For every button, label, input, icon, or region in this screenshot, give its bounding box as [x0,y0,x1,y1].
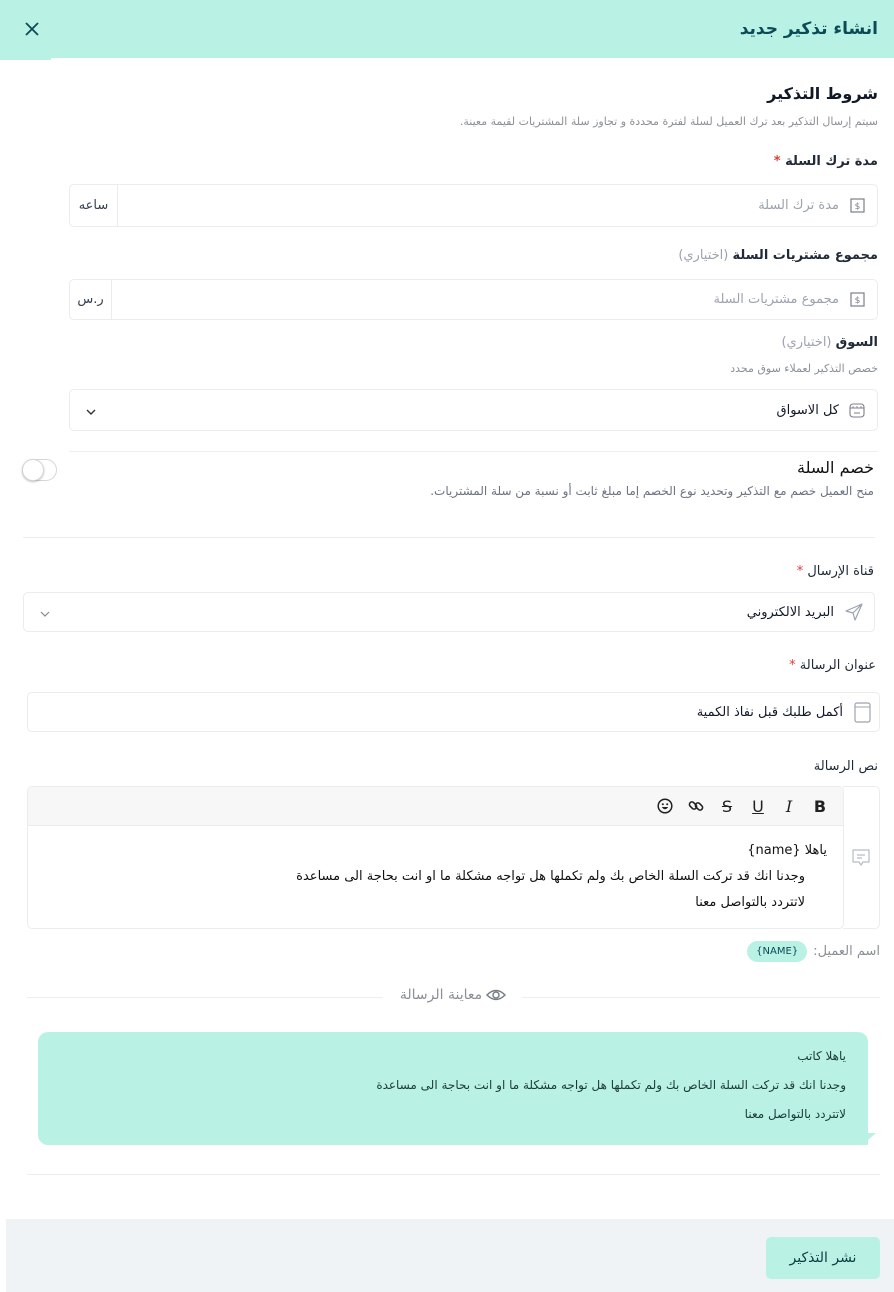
abandon-duration-input[interactable]: مدة ترك السلة [758,198,839,213]
cart-total-input[interactable]: مجموع مشتريات السلة [713,292,839,307]
required-mark: * [789,658,796,673]
preview-label: معاينة الرسالة [399,987,483,1003]
svg-text:$: $ [854,202,860,212]
body-label: نص الرسالة [813,759,878,774]
dialog-header [0,0,894,58]
body-line: لاتتردد بالتواصل معنا [695,895,805,910]
cart-total-suffix: ر.س [70,280,112,319]
divider [23,537,875,538]
market-label-text: السوق [835,335,878,350]
svg-text:$: $ [854,296,860,306]
preview-heading [390,987,516,1003]
publish-reminder-button[interactable]: نشر التذكير [766,1237,880,1279]
message-icon [851,848,871,868]
subject-label-text: عنوان الرسالة [799,658,876,673]
cart-total-label-text: مجموع مشتريات السلة [732,248,878,263]
optional-mark: (اختياري) [781,335,832,350]
conditions-title: شروط التذكير [767,84,878,103]
channel-selected: البريد الالكتروني [746,604,834,620]
market-selected: كل الاسواق [776,402,839,418]
document-icon [853,701,871,723]
channel-label-text: قناة الإرسال [807,564,874,579]
editor-body[interactable] [28,826,843,916]
divider [27,997,383,998]
close-button[interactable] [20,17,44,41]
emoji-button[interactable] [656,797,674,815]
subject-label [789,658,876,673]
abandon-duration-field[interactable] [69,184,878,227]
subject-field[interactable] [27,692,880,732]
dialog-title: انشاء تذكير جديد [739,19,878,39]
italic-button[interactable]: I [785,796,793,816]
channel-select[interactable] [23,592,875,632]
body-line: وجدنا انك قد تركت السلة الخاص بك ولم تكملها هل تواجه مشكلة ما او انت بحاجة الى مساعدة [296,869,805,884]
market-label [781,335,878,350]
discount-description: منح العميل خصم مع التذكير وتحديد نوع الخصم إما مبلغ ثابت أو نسبة من سلة المشتريات. [430,484,874,498]
variables-row [747,941,880,962]
money-icon [849,198,865,214]
abandon-duration-label-text: مدة ترك السلة [785,154,878,169]
underline-button[interactable]: U [752,796,764,816]
market-select[interactable] [69,389,878,431]
divider [27,1174,880,1175]
chevron-down-icon [24,603,50,622]
abandon-duration-suffix: ساعه [70,185,118,226]
name-variable-chip[interactable]: {NAME} [747,941,807,962]
strikethrough-button[interactable]: S [721,796,733,816]
close-icon [24,21,40,37]
eye-icon [486,988,506,1002]
header-notch [0,58,51,60]
emoji-icon [657,798,673,814]
money-icon [849,292,865,308]
editor-area [27,786,844,929]
divider [69,451,878,452]
cart-total-field[interactable] [69,279,878,320]
variable-label: اسم العميل: [813,944,880,959]
cart-total-label [678,248,878,263]
toggle-knob [22,459,44,481]
body-line: ياهلا {name} [747,843,827,858]
bubble-tail [862,1133,876,1145]
conditions-description: سيتم إرسال التذكير بعد ترك العميل لسلة لفترة محددة و تجاوز سلة المشتريات لقيمة معينة. [459,115,878,128]
divider [522,997,880,998]
discount-title: خصم السلة [797,458,874,477]
discount-toggle[interactable] [22,459,57,481]
bold-button[interactable]: B [813,796,827,816]
editor-side [843,786,880,929]
preview-line: لاتتردد بالتواصل معنا [744,1107,846,1121]
preview-line: ياهلا كاتب [797,1049,846,1063]
preview-line: وجدنا انك قد تركت السلة الخاص بك ولم تكملها هل تواجه مشكلة ما او انت بحاجة الى مساعدة [376,1078,846,1092]
editor-toolbar [28,787,843,826]
link-button[interactable] [687,797,705,815]
market-hint: خصص التذكير لعملاء سوق محدد [730,362,878,375]
preview-bubble [38,1032,868,1145]
required-mark: * [773,154,781,169]
chevron-down-icon [70,401,96,420]
abandon-duration-label [774,154,878,169]
link-icon [688,798,704,814]
send-icon [844,602,864,622]
channel-label [797,564,874,579]
required-mark: * [796,564,804,579]
message-editor [27,786,880,929]
store-icon [849,402,865,418]
subject-input[interactable]: أكمل طلبك قبل نفاذ الكمية [696,704,843,720]
optional-mark: (اختياري) [678,248,729,263]
dialog-footer [6,1219,894,1292]
